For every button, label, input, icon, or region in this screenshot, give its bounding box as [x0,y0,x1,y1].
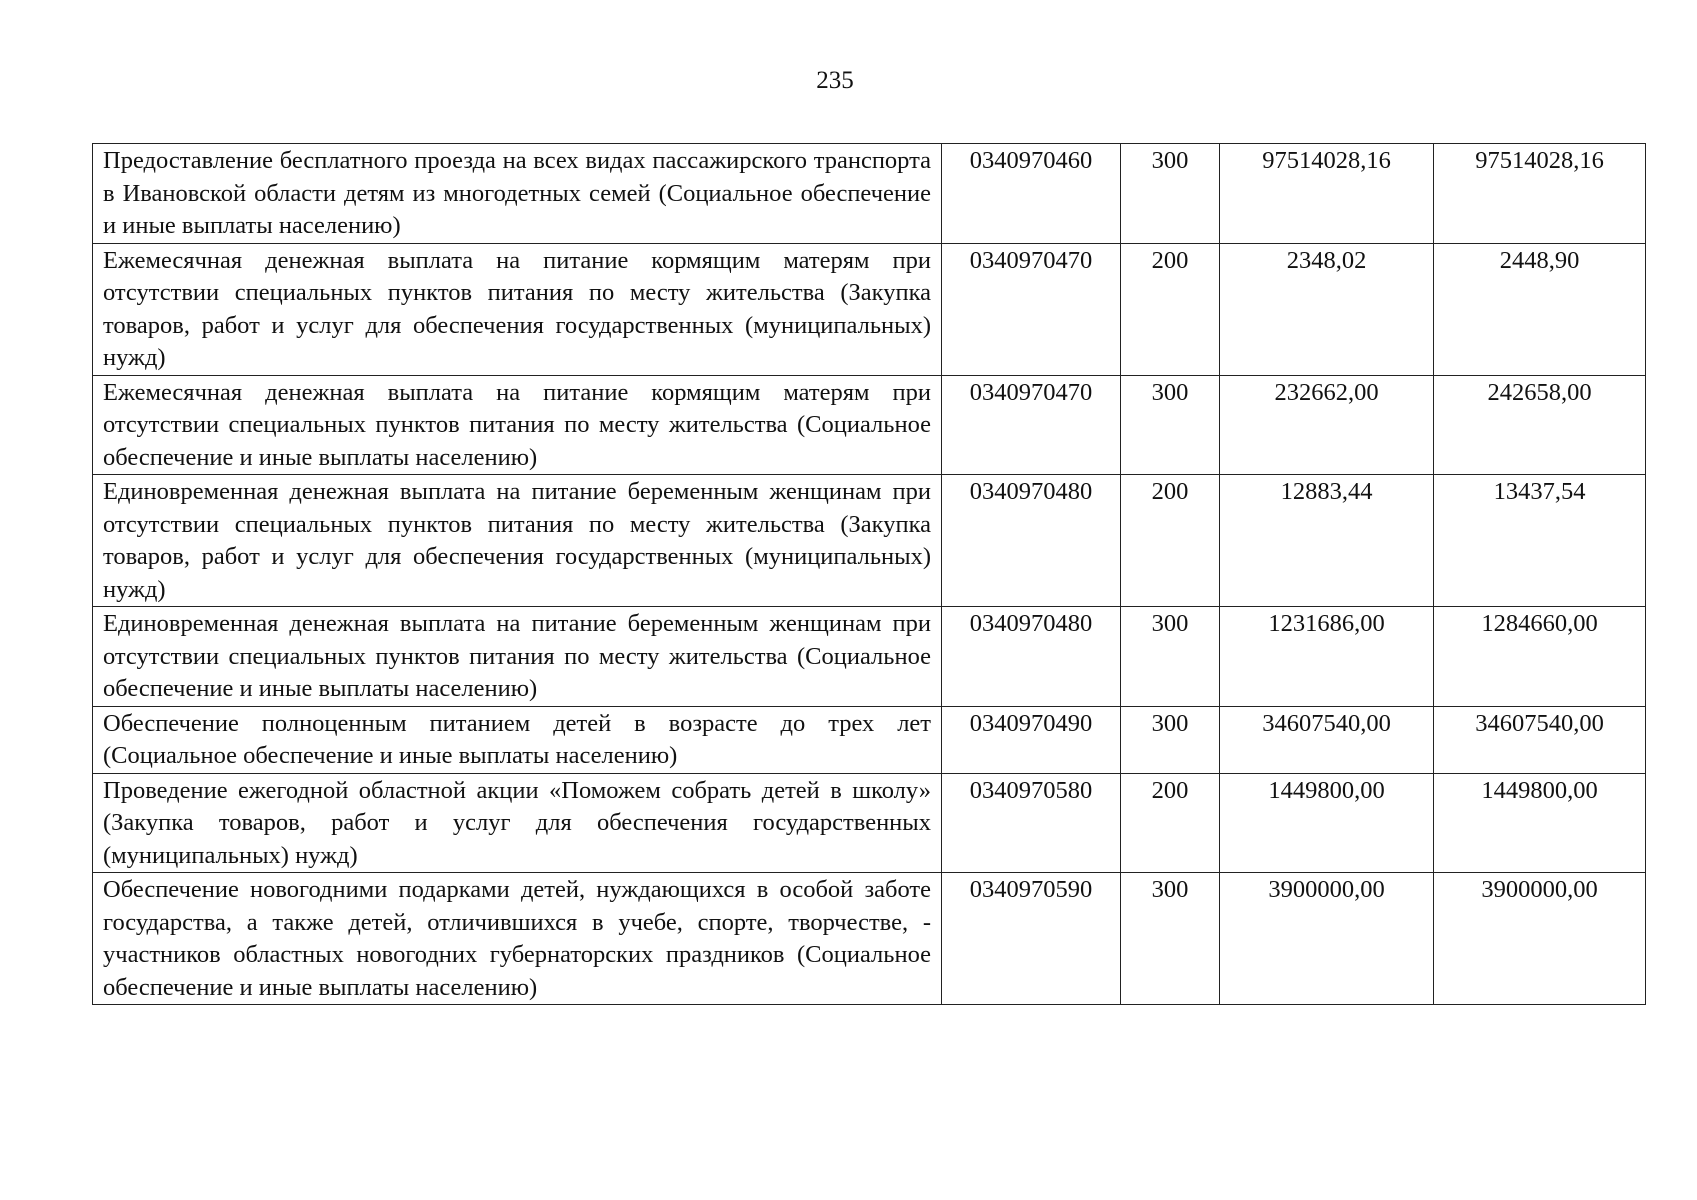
row-target-code: 0340970490 [942,706,1121,773]
row-amount-1: 12883,44 [1220,475,1434,607]
row-expense-type: 200 [1121,773,1220,873]
row-amount-1: 97514028,16 [1220,144,1434,244]
row-amount-1: 2348,02 [1220,243,1434,375]
row-target-code: 0340970460 [942,144,1121,244]
row-amount-1: 232662,00 [1220,375,1434,475]
row-description: Обеспечение новогодними подарками детей, нуждающихся в особой заботе государства, а также детей, отличившихся в учебе, спорте, творчестве, - участников областных новогодних губернаторских праздников (Социальное обеспечение и иные выплаты населению) [93,873,942,1005]
row-amount-2: 34607540,00 [1434,706,1646,773]
row-amount-2: 2448,90 [1434,243,1646,375]
row-amount-1: 3900000,00 [1220,873,1434,1005]
row-amount-2: 242658,00 [1434,375,1646,475]
row-amount-2: 1449800,00 [1434,773,1646,873]
table-row [93,607,1646,707]
row-description: Ежемесячная денежная выплата на питание кормящим матерям при отсутствии специальных пунктов питания по месту жительства (Закупка товаров, работ и услуг для обеспечения государственных (муниципальных) нужд) [93,243,942,375]
table-row [93,475,1646,607]
row-expense-type: 300 [1121,607,1220,707]
row-target-code: 0340970480 [942,475,1121,607]
table-row [93,243,1646,375]
row-description: Предоставление бесплатного проезда на всех видах пассажирского транспорта в Ивановской области детям из многодетных семей (Социальное обеспечение и иные выплаты населению) [93,144,942,244]
row-target-code: 0340970580 [942,773,1121,873]
budget-table [92,143,1646,1005]
row-expense-type: 200 [1121,475,1220,607]
table-row [93,375,1646,475]
row-description: Единовременная денежная выплата на питание беременным женщинам при отсутствии специальных пунктов питания по месту жительства (Закупка товаров, работ и услуг для обеспечения государственных (муниципальных) нужд) [93,475,942,607]
row-amount-2: 13437,54 [1434,475,1646,607]
row-expense-type: 300 [1121,144,1220,244]
row-target-code: 0340970480 [942,607,1121,707]
table-row [93,144,1646,244]
row-amount-1: 1449800,00 [1220,773,1434,873]
row-target-code: 0340970470 [942,243,1121,375]
row-target-code: 0340970470 [942,375,1121,475]
row-amount-1: 1231686,00 [1220,607,1434,707]
row-description: Ежемесячная денежная выплата на питание кормящим матерям при отсутствии специальных пунктов питания по месту жительства (Социальное обеспечение и иные выплаты населению) [93,375,942,475]
page-number: 235 [816,67,854,94]
table-row [93,773,1646,873]
row-description: Единовременная денежная выплата на питание беременным женщинам при отсутствии специальных пунктов питания по месту жительства (Социальное обеспечение и иные выплаты населению) [93,607,942,707]
row-expense-type: 300 [1121,375,1220,475]
table-row [93,873,1646,1005]
row-target-code: 0340970590 [942,873,1121,1005]
row-description: Проведение ежегодной областной акции «Поможем собрать детей в школу» (Закупка товаров, работ и услуг для обеспечения государственных (муниципальных) нужд) [93,773,942,873]
row-amount-2: 1284660,00 [1434,607,1646,707]
row-expense-type: 200 [1121,243,1220,375]
table-row [93,706,1646,773]
row-description: Обеспечение полноценным питанием детей в возрасте до трех лет (Социальное обеспечение и иные выплаты населению) [93,706,942,773]
row-amount-2: 3900000,00 [1434,873,1646,1005]
row-amount-2: 97514028,16 [1434,144,1646,244]
row-expense-type: 300 [1121,873,1220,1005]
row-expense-type: 300 [1121,706,1220,773]
row-amount-1: 34607540,00 [1220,706,1434,773]
